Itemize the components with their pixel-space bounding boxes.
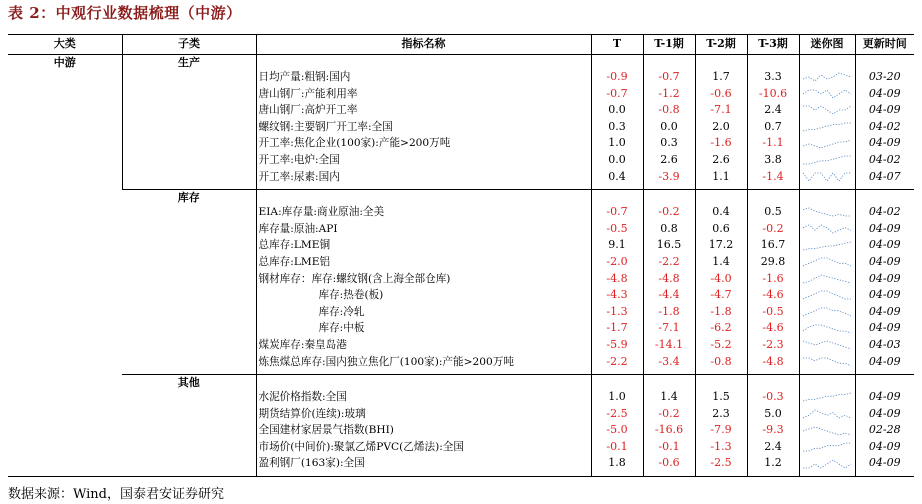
indicator-name: 唐山钢厂:高炉开工率: [258, 104, 358, 117]
value-t3: -0.2: [762, 221, 784, 235]
value-t1: -0.2: [658, 406, 680, 420]
sparkline-chart: [802, 441, 852, 453]
value-t1: -0.7: [658, 70, 680, 83]
sparkline-column: [799, 55, 855, 190]
value-t: -1.3: [606, 304, 628, 318]
update-date: 04-09: [868, 103, 901, 117]
sparkline: [800, 304, 855, 321]
sparkline-series: [803, 258, 851, 266]
value-t3: -9.3: [762, 423, 784, 437]
value-t2: -1.3: [710, 439, 732, 453]
value-column-t1: [643, 55, 695, 190]
update-date: 04-09: [868, 254, 901, 268]
value-t: -4.8: [606, 271, 628, 285]
value-t1: -1.8: [658, 304, 680, 318]
update-date: 04-07: [868, 169, 901, 183]
value-column-t2: [695, 55, 747, 190]
value-t2: -7.9: [710, 423, 732, 437]
indicator-name: 库存:热卷(板): [318, 289, 384, 302]
indicator-column: [256, 190, 591, 375]
value-t3: 0.5: [764, 205, 782, 219]
sparkline-chart: [802, 121, 852, 133]
value-t1: -3.4: [658, 354, 680, 368]
value-t1: 0.0: [660, 119, 678, 133]
value-column-t: [591, 190, 643, 375]
value-t2: 0.6: [712, 221, 730, 235]
sparkline-series: [803, 341, 851, 349]
value-t: 9.1: [608, 238, 626, 252]
sparkline-chart: [802, 171, 852, 183]
value-column-t3: [747, 190, 799, 375]
value-t3: -0.5: [762, 304, 784, 318]
sparkline-chart: [802, 88, 852, 100]
indicator-name: 钢材库存：库存:螺纹钢(含上海全部仓库): [258, 272, 451, 285]
value-t1: 1.4: [660, 390, 678, 404]
sparkline: [800, 455, 855, 472]
value-t2: -7.1: [710, 103, 732, 117]
value-t3: -1.1: [762, 136, 784, 150]
value-t3: -1.6: [762, 271, 784, 285]
value-t3: 2.4: [764, 103, 782, 117]
value-t2: -0.8: [710, 354, 732, 368]
sparkline-series: [803, 225, 851, 233]
indicator-name: 唐山钢厂:产能利用率: [258, 87, 358, 100]
value-t3: -4.8: [762, 354, 784, 368]
value-t1: -7.1: [658, 321, 680, 335]
value-t2: 17.2: [708, 238, 734, 252]
data-table: [8, 34, 914, 477]
value-t: -0.7: [606, 205, 628, 219]
sparkline: [800, 354, 855, 371]
sparkline-chart: [802, 104, 852, 116]
update-date: 02-28: [868, 423, 901, 437]
value-t1: -0.1: [658, 439, 680, 453]
sparkline-series: [803, 358, 851, 366]
sparkline-chart: [802, 240, 852, 252]
sparkline-chart: [802, 273, 852, 285]
value-t3: 2.4: [764, 439, 782, 453]
sparkline: [800, 119, 855, 136]
update-date: 04-09: [868, 86, 901, 100]
update-date: 04-09: [868, 354, 901, 368]
value-t3: 1.2: [764, 456, 782, 470]
sparkline-series: [803, 291, 851, 299]
header-subcategory: 子类: [122, 35, 256, 55]
sparkline-chart: [802, 223, 852, 235]
sparkline-chart: [802, 206, 852, 218]
value-t3: -4.6: [762, 321, 784, 335]
header-t1: T-1期: [643, 35, 695, 55]
value-t1: -2.2: [658, 254, 680, 268]
value-t1: -0.6: [658, 456, 680, 470]
value-t1: 16.5: [656, 238, 682, 252]
sparkline-chart: [802, 154, 852, 166]
update-date: 04-09: [868, 271, 901, 285]
value-t1: -14.1: [654, 337, 684, 351]
sparkline-column: [799, 375, 855, 477]
value-t: -4.3: [606, 288, 628, 302]
value-t3: 3.3: [764, 70, 782, 83]
value-t2: 1.5: [712, 390, 730, 404]
header-indicator: 指标名称: [256, 35, 591, 55]
sparkline: [800, 169, 855, 186]
value-column-t2: [695, 375, 747, 477]
table-title: 表 2：中观行业数据梳理（中游）: [8, 4, 242, 22]
value-t3: 29.8: [760, 254, 786, 268]
value-t2: -4.0: [710, 271, 732, 285]
indicator-name: 开工率:焦化企业(100家):产能>200万吨: [258, 137, 451, 150]
value-t2: -0.6: [710, 86, 732, 100]
value-t3: -10.6: [758, 86, 788, 100]
value-t: -0.5: [606, 221, 628, 235]
value-t: 1.0: [608, 136, 626, 150]
update-date: 04-09: [868, 238, 901, 252]
value-column-t3: [747, 375, 799, 477]
sparkline: [800, 406, 855, 423]
indicator-name: 库存量:原油:API: [258, 222, 338, 235]
value-t3: 0.7: [764, 119, 782, 133]
value-t2: -1.6: [710, 136, 732, 150]
header-updated: 更新时间: [855, 35, 914, 55]
value-t2: 2.0: [712, 119, 730, 133]
sparkline: [800, 337, 855, 354]
sparkline-chart: [802, 71, 852, 83]
indicator-name: 库存:冷轧: [318, 305, 365, 318]
sparkline: [800, 135, 855, 152]
update-date: 04-09: [868, 456, 901, 470]
sparkline-series: [803, 242, 851, 250]
sparkline: [800, 221, 855, 238]
sparkline: [800, 102, 855, 119]
value-t2: -2.5: [710, 456, 732, 470]
value-t: 0.4: [608, 169, 626, 183]
sparkline-chart: [802, 458, 852, 470]
sparkline-series: [803, 73, 851, 81]
sparkline: [800, 86, 855, 103]
sparkline: [800, 204, 855, 221]
sparkline-chart: [802, 138, 852, 150]
indicator-name: 库存:中板: [318, 322, 365, 335]
sparkline: [800, 152, 855, 169]
header-t2: T-2期: [695, 35, 747, 55]
update-date: 04-09: [868, 390, 901, 404]
indicator-name: 水泥价格指数:全国: [258, 391, 347, 404]
sparkline-chart: [802, 356, 852, 368]
sparkline-chart: [802, 339, 852, 351]
indicator-name: 期货结算价(连续):玻璃: [258, 407, 366, 420]
sparkline: [800, 254, 855, 271]
value-t1: -0.2: [658, 205, 680, 219]
indicator-name: 炼焦煤总库存:国内独立焦化厂(100家):产能>200万吨: [258, 355, 514, 368]
header-t: T: [591, 35, 643, 55]
value-t3: 16.7: [760, 238, 786, 252]
sparkline-chart: [802, 289, 852, 301]
update-date: 04-09: [868, 136, 901, 150]
value-t: 0.0: [608, 152, 626, 166]
value-t1: -16.6: [654, 423, 684, 437]
value-t2: -5.2: [710, 337, 732, 351]
update-date: 04-09: [868, 406, 901, 420]
update-date: 04-03: [868, 337, 901, 351]
header-row: [8, 35, 914, 55]
sparkline-series: [803, 90, 851, 98]
value-t3: -2.3: [762, 337, 784, 351]
value-t3: -1.4: [762, 169, 784, 183]
sparkline-chart: [802, 425, 852, 437]
update-date: 04-09: [868, 321, 901, 335]
indicator-name: 总库存:LME铝: [258, 255, 331, 268]
value-t1: -4.4: [658, 288, 680, 302]
value-t: 1.0: [608, 390, 626, 404]
sparkline-series: [803, 427, 851, 435]
value-t1: 0.8: [660, 221, 678, 235]
value-t3: 3.8: [764, 152, 782, 166]
sparkline-chart: [802, 408, 852, 420]
sparkline-series: [803, 156, 851, 164]
indicator-name: 螺纹钢:主要钢厂开工率:全国: [258, 120, 393, 133]
sparkline: [800, 439, 855, 456]
update-date: 04-09: [868, 304, 901, 318]
sparkline-series: [803, 123, 851, 131]
sparkline-chart: [802, 323, 852, 335]
update-date: 04-09: [868, 288, 901, 302]
sparkline-chart: [802, 256, 852, 268]
value-t2: 1.4: [712, 254, 730, 268]
source-note: 数据来源：Wind，国泰君安证券研究: [8, 487, 224, 502]
sparkline-chart: [802, 391, 852, 403]
value-t1: -3.9: [658, 169, 680, 183]
value-t: -1.7: [606, 321, 628, 335]
sparkline-series: [803, 325, 851, 333]
updated-column: [855, 375, 914, 477]
value-t1: -0.8: [658, 103, 680, 117]
value-t2: 1.7: [712, 70, 730, 83]
value-t2: -6.2: [710, 321, 732, 335]
value-t3: -4.6: [762, 288, 784, 302]
update-date: 04-02: [868, 119, 901, 133]
value-t2: 2.6: [712, 152, 730, 166]
indicator-column: [256, 55, 591, 190]
sparkline-series: [803, 393, 851, 401]
sparkline: [800, 237, 855, 254]
subcategory-cell: 生产: [122, 55, 256, 190]
header-sparkline: 迷你图: [799, 35, 855, 55]
value-column-t1: [643, 190, 695, 375]
updated-column: [855, 190, 914, 375]
value-t2: -1.8: [710, 304, 732, 318]
subcategory-cell: 库存: [122, 190, 256, 375]
indicator-name: 盈利钢厂(163家):全国: [258, 457, 365, 470]
subcategory-cell: 其他: [122, 375, 256, 477]
value-t1: -4.8: [658, 271, 680, 285]
update-date: 04-09: [868, 439, 901, 453]
sparkline-series: [803, 140, 851, 148]
value-t1: -1.2: [658, 86, 680, 100]
value-t1: 2.6: [660, 152, 678, 166]
value-t: 1.8: [608, 456, 626, 470]
value-t3: 5.0: [764, 406, 782, 420]
category-cell: 中游: [8, 55, 122, 477]
sparkline-series: [803, 443, 851, 451]
value-t2: -4.7: [710, 288, 732, 302]
value-column-t: [591, 55, 643, 190]
sparkline-series: [803, 460, 851, 468]
group-row: [8, 190, 914, 375]
value-t2: 2.3: [712, 406, 730, 420]
sparkline-chart: [802, 306, 852, 318]
header-t3: T-3期: [747, 35, 799, 55]
sparkline: [800, 320, 855, 337]
indicator-name: 日均产量:粗钢:国内: [258, 71, 351, 83]
sparkline-series: [803, 410, 851, 418]
group-row: [8, 375, 914, 477]
update-date: 04-09: [868, 221, 901, 235]
value-column-t3: [747, 55, 799, 190]
sparkline-series: [803, 208, 851, 216]
update-date: 04-02: [868, 205, 901, 219]
update-date: 04-02: [868, 152, 901, 166]
value-column-t1: [643, 375, 695, 477]
value-t3: -0.3: [762, 390, 784, 404]
value-column-t: [591, 375, 643, 477]
sparkline: [800, 69, 855, 86]
update-date: 03-20: [868, 70, 901, 83]
value-t: -5.9: [606, 337, 628, 351]
indicator-name: EIA:库存量:商业原油:全美: [258, 206, 385, 219]
sparkline-series: [803, 275, 851, 283]
value-t: -2.2: [606, 354, 628, 368]
value-t: -5.0: [606, 423, 628, 437]
sparkline: [800, 422, 855, 439]
sparkline-series: [803, 308, 851, 316]
indicator-name: 全国建材家居景气指数(BHI): [258, 424, 394, 437]
value-t1: 0.3: [660, 136, 678, 150]
sparkline-column: [799, 190, 855, 375]
sparkline: [800, 287, 855, 304]
indicator-name: 市场价(中间价):聚氯乙烯PVC(乙烯法):全国: [258, 440, 464, 453]
value-t: -0.9: [606, 70, 628, 83]
value-t: 0.3: [608, 119, 626, 133]
value-column-t2: [695, 190, 747, 375]
sparkline-series: [803, 106, 851, 114]
value-t: -0.7: [606, 86, 628, 100]
group-row: [8, 55, 914, 190]
indicator-name: 煤炭库存:秦皇岛港: [258, 338, 347, 351]
sparkline: [800, 389, 855, 406]
sparkline-series: [803, 173, 851, 181]
value-t2: 0.4: [712, 205, 730, 219]
indicator-name: 开工率:电炉:全国: [258, 153, 340, 166]
value-t: 0.0: [608, 103, 626, 117]
sparkline: [800, 271, 855, 288]
value-t2: 1.1: [712, 169, 730, 183]
value-t: -2.5: [606, 406, 628, 420]
updated-column: [855, 55, 914, 190]
indicator-name: 总库存:LME铜: [258, 239, 331, 252]
value-t: -0.1: [606, 439, 628, 453]
indicator-name: 开工率:尿素:国内: [258, 170, 340, 183]
indicator-column: [256, 375, 591, 477]
header-category: 大类: [8, 35, 122, 55]
value-t: -2.0: [606, 254, 628, 268]
